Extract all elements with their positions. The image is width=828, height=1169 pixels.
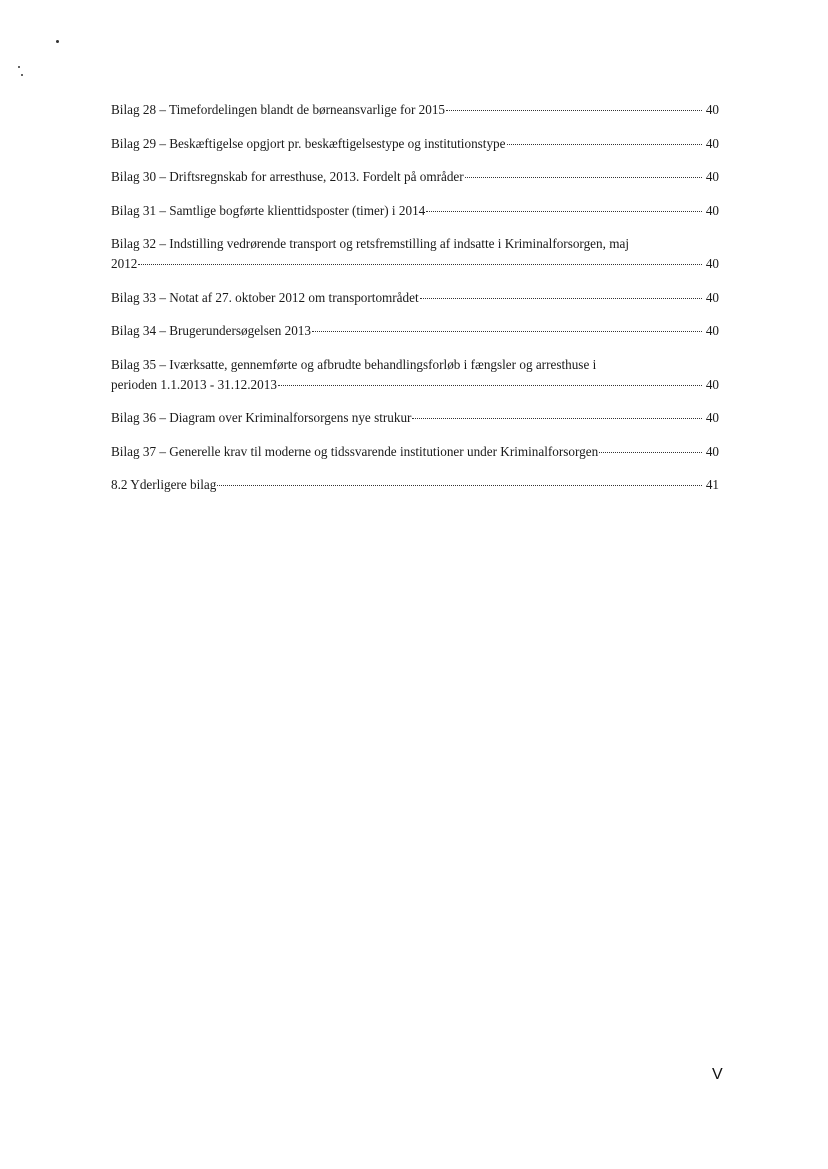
toc-entry-title: 8.2 Yderligere bilag [111,477,217,492]
toc-entry[interactable] [111,288,719,308]
toc-entry-title-line-2: perioden 1.1.2013 - 31.12.2013 [111,376,277,392]
toc-entry-title-line-1: Bilag 35 – Iværksatte, gennemførte og afbrudte behandlingsforløb i fængsler og arresthuse i [111,356,597,372]
toc-entry[interactable] [111,167,719,187]
toc-entry[interactable] [111,408,719,428]
toc-entry[interactable] [111,321,719,341]
dot-leader [217,485,702,486]
dot-leader [599,452,702,453]
page-number: V [712,1066,723,1083]
toc-entry-title-line-1: Bilag 32 – Indstilling vedrørende transport og retsfremstilling af indsatte i Kriminalforsorgen, maj [111,236,629,251]
toc-entry-title: Bilag 36 – Diagram over Kriminalforsorgens nye strukur [111,410,412,425]
toc-entry-page: 40 [705,376,719,392]
dot-leader [426,211,702,212]
toc-entry-page: 40 [705,443,719,459]
dot-leader [507,144,703,145]
scan-speck [21,74,23,76]
dot-leader [312,331,702,332]
dot-leader [278,385,702,386]
toc-entry[interactable] [111,442,719,462]
toc-entry-page: 40 [705,169,719,184]
toc-entry[interactable] [111,475,719,495]
toc-entry-page: 40 [705,410,719,425]
toc-entry-page: 40 [705,135,719,151]
toc-entry-page: 41 [705,477,719,492]
table-of-contents [111,100,719,509]
dot-leader [420,298,702,299]
toc-entry[interactable] [111,355,719,395]
toc-entry-title: Bilag 37 – Generelle krav til moderne og tidssvarende institutioner under Kriminalforsorgen [111,443,599,459]
toc-entry-page: 40 [705,289,719,305]
toc-entry[interactable] [111,134,719,154]
toc-entry-title: Bilag 31 – Samtlige bogførte klienttidsposter (timer) i 2014 [111,202,426,218]
scan-speck [56,40,59,43]
toc-entry[interactable] [111,201,719,221]
toc-entry-page: 40 [705,256,719,271]
toc-entry[interactable] [111,100,719,120]
toc-entry-page: 40 [705,323,719,338]
toc-entry-title: Bilag 30 – Driftsregnskab for arresthuse, 2013. Fordelt på områder [111,169,464,184]
scan-speck [18,66,20,68]
toc-entry-page: 40 [705,102,719,117]
toc-entry-page: 40 [705,202,719,218]
dot-leader [138,264,702,265]
toc-entry-title-line-2: 2012 [111,256,138,271]
toc-entry-title: Bilag 33 – Notat af 27. oktober 2012 om transportområdet [111,289,419,305]
toc-entry[interactable] [111,234,719,274]
toc-entry-title: Bilag 28 – Timefordelingen blandt de børneansvarlige for 2015 [111,102,446,117]
toc-entry-title: Bilag 29 – Beskæftigelse opgjort pr. beskæftigelsestype og institutionstype [111,135,506,151]
dot-leader [446,110,702,111]
dot-leader [412,418,702,419]
dot-leader [465,177,702,178]
toc-entry-title: Bilag 34 – Brugerundersøgelsen 2013 [111,323,311,338]
